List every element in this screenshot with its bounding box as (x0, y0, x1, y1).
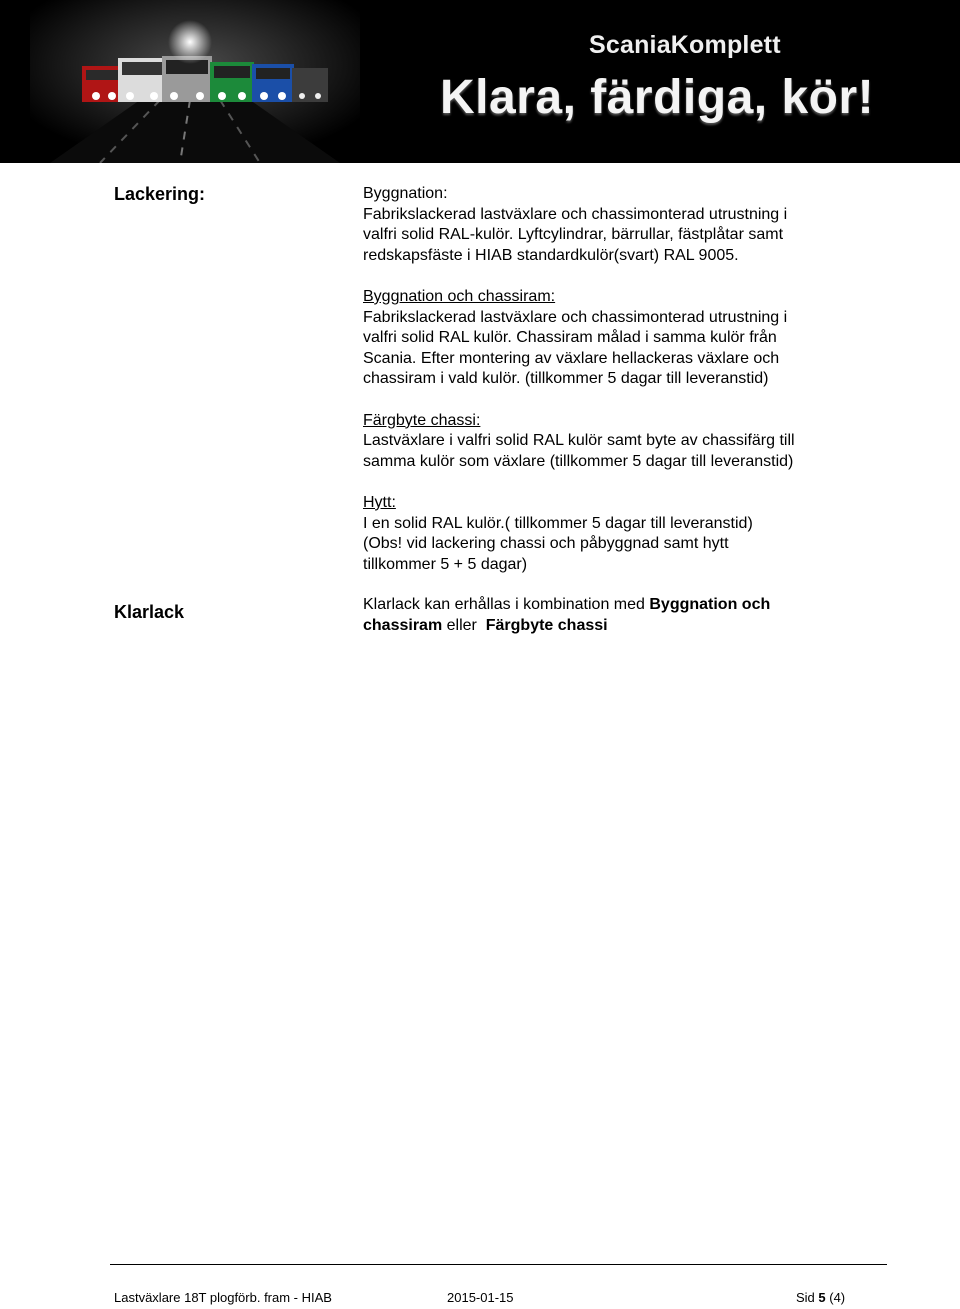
section-line: (Obs! vid lackering chassi och påbyggnad samt hytt (363, 535, 729, 553)
klarlack-text-middle: eller (442, 616, 486, 634)
brand-name: ScaniaKomplett (589, 31, 781, 59)
section-line: redskapsfäste i HIAB standardkulör(svart) RAL 9005. (363, 246, 739, 264)
section-line: Fabrikslackerad lastväxlare och chassimonterad utrustning i (363, 308, 788, 326)
section-title: Hytt: (363, 493, 396, 511)
footer-page-total: (4) (825, 1290, 846, 1305)
klarlack-option-chassiram: chassiram (363, 616, 443, 634)
section-hytt (363, 493, 863, 575)
klarlack-label: Klarlack (114, 602, 185, 622)
klarlack-option-byggnation: Byggnation och (649, 596, 771, 613)
truck-green (210, 62, 254, 102)
section-line: I en solid RAL kulör.( tillkommer 5 dagar till leveranstid) (363, 514, 753, 532)
lackering-label: Lackering: (114, 184, 206, 204)
section-byggnation (363, 184, 863, 266)
truck-red (82, 66, 122, 102)
footer-page (796, 1290, 845, 1305)
section-title: Byggnation: (363, 185, 448, 202)
footer-date: 2015-01-15 (447, 1290, 514, 1305)
section-line: tillkommer 5 + 5 dagar) (363, 555, 528, 573)
section-line: valfri solid RAL kulör. Chassiram målad i samma kulör från (363, 329, 777, 347)
footer-document-name: Lastväxlare 18T plogförb. fram - HIAB (114, 1290, 332, 1305)
header-banner (0, 0, 960, 163)
slogan: Klara, färdiga, kör! (440, 71, 875, 124)
section-line: Scania. Efter montering av växlare hellackeras växlare och (363, 349, 780, 367)
truck-white (118, 58, 166, 102)
section-line: valfri solid RAL-kulör. Lyftcylindrar, bärrullar, fästplåtar samt (363, 226, 784, 244)
section-title: Byggnation och chassiram: (363, 287, 556, 305)
truck-dark (292, 68, 328, 102)
section-line: Fabrikslackerad lastväxlare och chassimonterad utrustning i (363, 205, 788, 223)
footer-page-prefix: Sid (796, 1290, 819, 1305)
section-line: Lastväxlare i valfri solid RAL kulör samt byte av chassifärg till (363, 432, 795, 450)
klarlack-content (363, 595, 863, 636)
section-fargbyte-chassi (363, 411, 863, 473)
section-title: Färgbyte chassi: (363, 411, 481, 429)
klarlack-option-fargbyte: Färgbyte chassi (485, 616, 608, 634)
section-line: chassiram i vald kulör. (tillkommer 5 dagar till leveranstid) (363, 370, 769, 388)
trucks-photo (30, 0, 360, 163)
footer-divider (110, 1264, 887, 1265)
section-line: samma kulör som växlare (tillkommer 5 dagar till leveranstid) (363, 452, 794, 470)
klarlack-text-prefix: Klarlack kan erhållas i kombination med (363, 596, 650, 613)
footer-page-number: 5 (818, 1290, 826, 1305)
lackering-content (363, 184, 863, 596)
truck-blue (252, 64, 294, 102)
section-byggnation-och-chassiram (363, 287, 863, 390)
